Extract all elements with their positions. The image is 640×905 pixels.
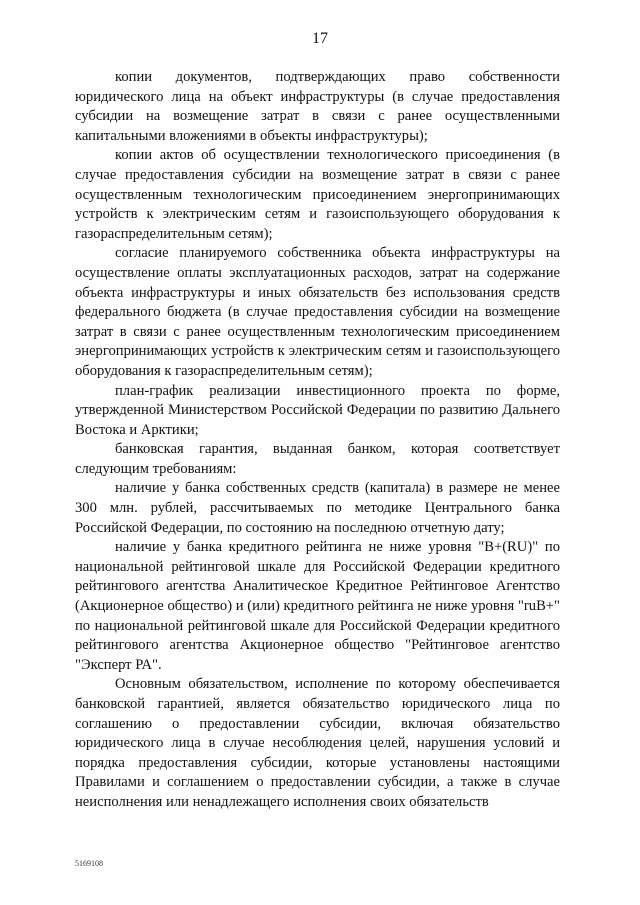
- page-number: 17: [312, 30, 328, 47]
- paragraph-bank-capital: наличие у банка собственных средств (капитала) в размере не менее 300 млн. рублей, рассчитываемых по методике Центрального банка Российской Федерации, по состоянию на последнюю отчетную дату;: [75, 480, 560, 536]
- paragraph-bank-rating: наличие у банка кредитного рейтинга не ниже уровня "B+(RU)" по национальной рейтинговой шкале для Российской Федерации кредитного рейтингового агентства Аналитическое Кредитное Рейтинговое Агентство (Акционерное общество) и (или) кредитного рейтинга не ниже уровня "ruB+" по национальной рейтинговой шкале для Российской Федерации кредитного рейтингового агентства Акционерное общество "Рейтинговое агентство "Эксперт РА".: [75, 539, 560, 673]
- paragraph-main-obligation: Основным обязательством, исполнение по которому обеспечивается банковской гарантией, является обязательство юридического лица по соглашению о предоставлении субсидии, включая обязательство юридического лица в случае несоблюдения целей, нарушения условий и порядка предоставления субсидии, которые установлены настоящими Правилами и соглашением о предоставлении субсидии, а также в случае неисполнения или ненадлежащего исполнения своих обязательств: [75, 676, 560, 810]
- paragraph-connection-acts: копии актов об осуществлении технологического присоединения (в случае предоставления субсидии на возмещение затрат в связи с ранее осуществленным технологическим присоединением энергопринимающих устройств к электрическим сетям и газоиспользующего оборудования к газораспределительным сетям);: [75, 147, 560, 242]
- paragraph-ownership-documents: копии документов, подтверждающих право собственности юридического лица на объект инфраструктуры (в случае предоставления субсидии на возмещение затрат в связи с ранее осуществленными капитальными вложениями в объекты инфраструктуры);: [75, 69, 560, 144]
- document-code: 5169108: [75, 859, 103, 868]
- paragraph-schedule: план-график реализации инвестиционного проекта по форме, утвержденной Министерством Российской Федерации по развитию Дальнего Востока и Арктики;: [75, 382, 560, 438]
- paragraph-bank-guarantee: банковская гарантия, выданная банком, которая соответствует следующим требованиям:: [75, 441, 560, 477]
- document-body: [75, 68, 560, 813]
- paragraph-owner-consent: согласие планируемого собственника объекта инфраструктуры на осуществление оплаты эксплуатационных расходов, затрат на содержание объекта инфраструктуры и иных обязательств без использования средств федерального бюджета (в случае предоставления субсидии на возмещение затрат в связи с ранее осуществленным технологическим присоединением энергопринимающих устройств к электрическим сетям и газоиспользующего оборудования к газораспределительным сетям);: [75, 245, 560, 379]
